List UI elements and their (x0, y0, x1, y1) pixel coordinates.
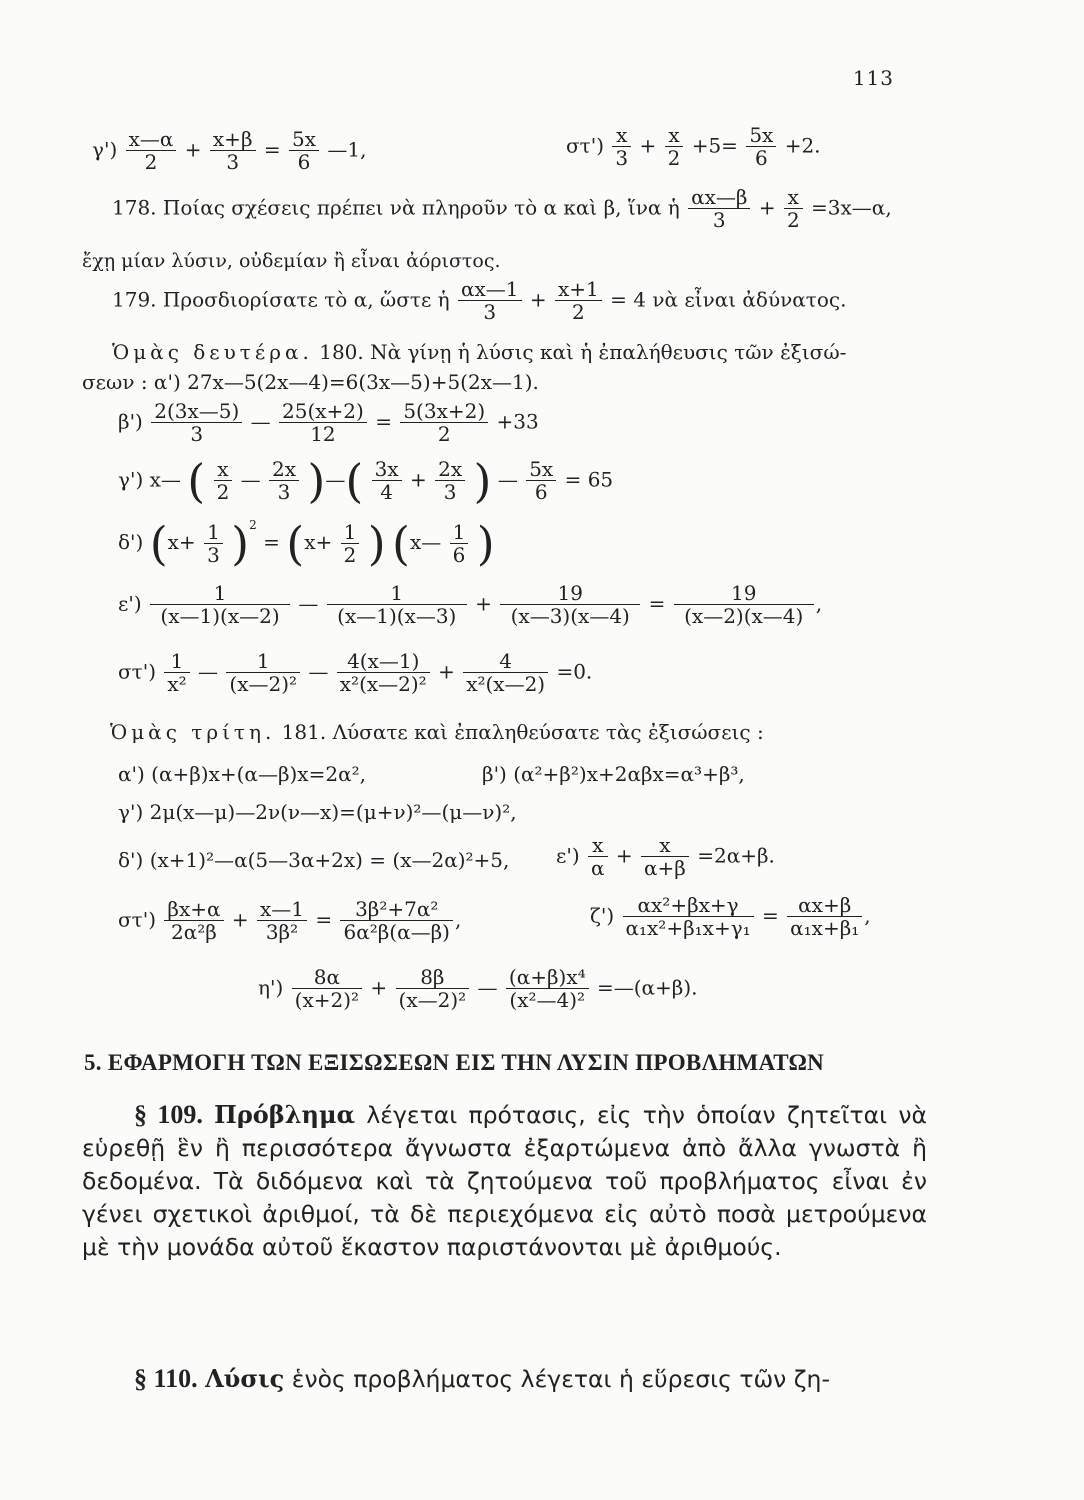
equation-177-st: στ') $\frac{x}{3}$ + $\frac{x}{2}$ +5= $\frac{5x}{6}$ +2. (566, 123, 821, 170)
exercise-180-alpha: σεων : α') 27x—5(2x—4)=6(3x—5)+5(2x—1). (82, 370, 539, 394)
page-number: 113 (852, 66, 894, 90)
equation-177-gamma: γ') $\frac{x—\alpha}{2}$ + $\frac{x+\beta}{3}$ = $\frac{5x}{6}$ —1, (92, 127, 367, 174)
equation-181-delta: δ') (x+1)²—α(5—3α+2x) = (x—2α)²+5, (118, 848, 510, 872)
section-title: 5. ΕΦΑΡΜΟΓΗ ΤΩΝ ΕΞΙΣΩΣΕΩΝ ΕΙΣ ΤΗΝ ΛΥΣΙΝ ΠΡΟΒΛΗΜΑΤΩΝ (84, 1050, 825, 1075)
exercise-178: 178. Ποίας σχέσεις πρέπει νὰ πληροῦν τὸ α καὶ β, ἵνα ἡ $\frac{\alpha x—\beta}{3}$ + $\frac{x}{2}$ =3x—α, (112, 185, 892, 232)
equation-180-beta: β') $\frac{2(3x—5)}{3}$ — $\frac{25(x+2)}{12}$ = $\frac{5(3x+2)}{2}$ +33 (118, 399, 539, 446)
group-three-heading: Ὁμὰς τρίτη. 181. Λύσατε καὶ ἐπαληθεύσατε τὰς ἐξισώσεις : (110, 720, 764, 744)
group-two-heading: Ὁμὰς δευτέρα. 180. Νὰ γίνῃ ἡ λύσις καὶ ἡ ἐπαλήθευσις τῶν ἐξισώ- (112, 340, 847, 364)
equation-181-alpha: α') (α+β)x+(α—β)x=2α², (118, 762, 366, 786)
equation-181-gamma: γ') 2μ(x—μ)—2ν(ν—x)=(μ+ν)²—(μ—ν)², (118, 800, 517, 824)
equation-180-epsilon: ε') $\frac{1}{(x—1)(x—2)}$ — $\frac{1}{(x—1)(x—3)}$ + $\frac{19}{(x—3)(x—4)}$ = $\frac{19}{(x—2)(x—4)}$ , (118, 581, 823, 628)
equation-181-epsilon: ε') $\frac{x}{\alpha}$ + $\frac{x}{\alpha+\beta}$ =2α+β. (556, 833, 775, 880)
exercise-179: 179. Προσδιορίσατε τὸ α, ὥστε ἡ $\frac{\alpha x—1}{3}$ + $\frac{x+1}{2}$ = 4 νὰ εἶναι ἀδύνατος. (112, 277, 847, 324)
equation-180-gamma: γ') x— ( $\frac{x}{2}$ — $\frac{2x}{3}$ )—( $\frac{3x}{4}$ + $\frac{2x}{3}$ ) — $\frac{5x}{6}$ = 65 (118, 454, 614, 508)
paragraph-109: § 109. Πρόβλημα λέγεται πρότασις, εἰς τὴν ὁποίαν ζητεῖται νὰ εὑρεθῇ ἓν ἢ περισσότερα ἄγνωστα ἐξαρτώμενα ἀπὸ ἄλλα γνωστὰ ἢ δεδομένα. Τὰ διδόμενα καὶ τὰ ζητούμενα τοῦ προβλήματος εἶναι ἐν γένει σχετικοὶ ἀριθμοί, τὰ δὲ περιεχόμενα εἰς αὐτὸ ποσὰ μετρούμενα μὲ τὴν μονάδα αὐτοῦ ἕκαστον παριστάνονται μὲ ἀριθμούς. (82, 1100, 927, 1261)
equation-181-zeta: ζ') $\frac{\text{αx²+βx+γ}}{\text{α₁x²+β₁x+γ₁}}$ = $\frac{\alpha x+\beta}{\text{α₁x+β₁}}$ , (590, 893, 871, 940)
equation-181-st: στ') $\frac{\beta x+\alpha}{\text{2α²β}}$ + $\frac{x—1}{\text{3β²}}$ = $\frac{\text{3β²+7α²}}{\text{6α²β(α—β)}}$ , (118, 897, 462, 944)
equation-180-st: στ') $\frac{1}{\text{x²}}$ — $\frac{1}{\text{(x—2)²}}$ — $\frac{4(x—1)}{\text{x²(x—2)²}}$ + $\frac{4}{\text{x²(x—2)}}$ =0. (118, 649, 593, 696)
equation-181-beta: β') (α²+β²)x+2αβx=α³+β³, (482, 762, 745, 786)
equation-181-eta: η') $\frac{8\alpha}{\text{(x+2)²}}$ + $\frac{8\beta}{\text{(x—2)²}}$ — $\frac{\text{(α+β)x⁴}}{\text{(x²—4)²}}$ =—(α+β). (258, 965, 698, 1012)
exercise-178-line2: ἔχῃ μίαν λύσιν, οὐδεμίαν ἢ εἶναι ἀόριστος. (82, 250, 501, 272)
equation-180-delta: δ') (x+ $\frac{1}{3}$ )$^2$ = (x+ $\frac{1}{2}$ ) (x— $\frac{1}{6}$ ) (118, 516, 495, 571)
paragraph-110: § 110. Λύσις ἑνὸς προβλήματος λέγεται ἡ εὕρεσις τῶν ζη- (134, 1364, 830, 1393)
